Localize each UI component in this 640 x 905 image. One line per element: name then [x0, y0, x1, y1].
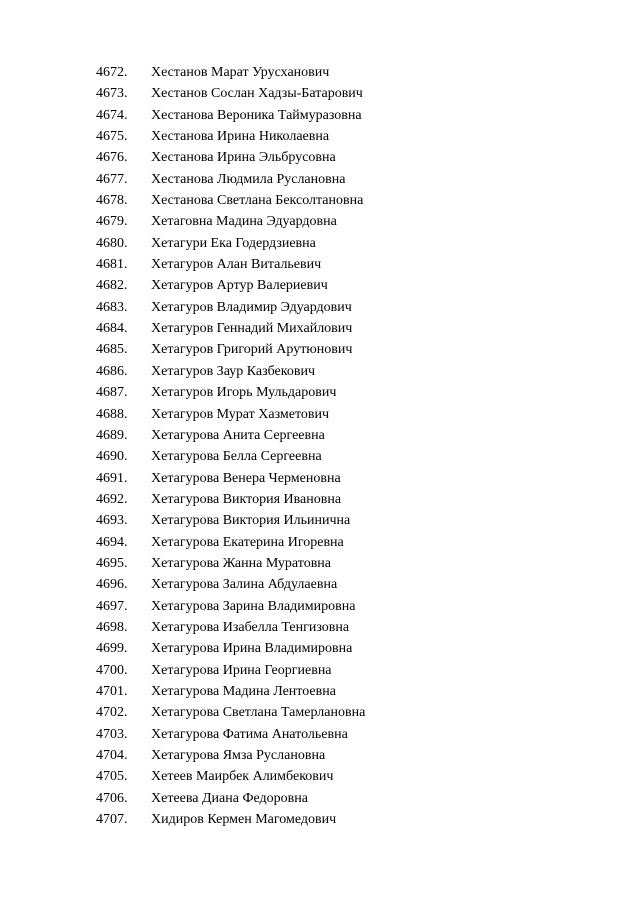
entry-number: 4682. — [96, 278, 128, 294]
entry-number: 4689. — [96, 427, 128, 443]
list-item — [96, 275, 365, 296]
entry-number: 4707. — [96, 812, 128, 828]
entry-name: Хетагуров Артур Валериевич — [151, 278, 328, 294]
entry-number: 4685. — [96, 342, 128, 358]
entry-name: Хетагурова Екатерина Игоревна — [151, 534, 344, 550]
entry-name: Хестанова Вероника Таймуразовна — [151, 107, 362, 123]
entry-number: 4701. — [96, 683, 128, 699]
entry-name: Хетагурова Светлана Тамерлановна — [151, 705, 366, 721]
entry-number: 4705. — [96, 769, 128, 785]
entry-number: 4697. — [96, 598, 128, 614]
list-item — [96, 404, 365, 425]
list-item — [96, 211, 365, 232]
list-item — [96, 83, 365, 104]
list-item — [96, 254, 365, 275]
entry-number: 4706. — [96, 790, 128, 806]
entry-name: Хетагуров Мурат Хазметович — [151, 406, 330, 422]
entry-number: 4676. — [96, 150, 128, 166]
list-item — [96, 553, 365, 574]
entry-name: Хетагурова Залина Абдулаевна — [151, 577, 338, 593]
entry-number: 4679. — [96, 214, 128, 230]
entry-name: Хетаговна Мадина Эдуардовна — [151, 214, 337, 230]
list-item — [96, 681, 365, 702]
entry-name: Хетагурова Ирина Владимировна — [151, 641, 353, 657]
entry-number: 4673. — [96, 86, 128, 102]
entry-number: 4674. — [96, 107, 128, 123]
list-item — [96, 660, 365, 681]
entry-name: Хестанова Ирина Николаевна — [151, 129, 330, 145]
entry-number: 4693. — [96, 513, 128, 529]
entry-name: Хетагуров Владимир Эдуардович — [151, 299, 352, 315]
entry-name: Хестанова Ирина Эльбрусовна — [151, 150, 336, 166]
entry-number: 4683. — [96, 299, 128, 315]
entry-name: Хетагуров Алан Витальевич — [151, 257, 322, 273]
entry-number: 4684. — [96, 321, 128, 337]
entry-number: 4680. — [96, 235, 128, 251]
entry-name: Хестанова Светлана Бексолтановна — [151, 193, 364, 209]
list-item — [96, 297, 365, 318]
entry-number: 4672. — [96, 65, 128, 80]
entry-number: 4681. — [96, 257, 128, 273]
list-item — [96, 745, 365, 766]
list-item — [96, 169, 365, 190]
list-item — [96, 809, 365, 830]
entry-number: 4691. — [96, 470, 128, 486]
entry-name: Хетагурова Ямза Руслановна — [151, 748, 326, 763]
entry-name: Хидиров Кермен Магомедович — [151, 812, 337, 828]
entry-name: Хетагурова Фатима Анатольевна — [151, 726, 348, 742]
list-item — [96, 105, 365, 126]
entry-name: Хетагури Ека Годердзиевна — [151, 235, 316, 251]
entry-number: 4694. — [96, 534, 128, 550]
list-item — [96, 468, 365, 489]
list-item — [96, 638, 365, 659]
list-item — [96, 318, 365, 339]
entry-name: Хестанов Марат Урусханович — [151, 65, 330, 80]
entry-number: 4690. — [96, 449, 128, 465]
list-item — [96, 147, 365, 168]
entry-number: 4675. — [96, 129, 128, 145]
list-item — [96, 766, 365, 787]
name-list — [96, 62, 365, 830]
list-item — [96, 233, 365, 254]
entry-name: Хетагуров Заур Казбекович — [151, 363, 315, 379]
entry-name: Хетагурова Анита Сергеевна — [151, 427, 325, 443]
list-item — [96, 190, 365, 211]
entry-name: Хестанов Сослан Хадзы-Батарович — [151, 86, 363, 102]
list-item — [96, 446, 365, 467]
list-item — [96, 339, 365, 360]
entry-number: 4677. — [96, 171, 128, 187]
list-item — [96, 702, 365, 723]
entry-number: 4704. — [96, 748, 128, 763]
list-item — [96, 596, 365, 617]
entry-name: Хетагуров Григорий Арутюнович — [151, 342, 353, 358]
list-item — [96, 489, 365, 510]
entry-number: 4698. — [96, 619, 128, 635]
entry-number: 4699. — [96, 641, 128, 657]
entry-name: Хетагурова Венера Черменовна — [151, 470, 341, 486]
list-item — [96, 617, 365, 638]
entry-name: Хетагурова Жанна Муратовна — [151, 555, 332, 571]
entry-number: 4695. — [96, 555, 128, 571]
entry-name: Хетеева Диана Федоровна — [151, 790, 309, 806]
list-item — [96, 510, 365, 531]
list-item — [96, 382, 365, 403]
list-item — [96, 788, 365, 809]
entry-name: Хетагурова Виктория Ивановна — [151, 491, 342, 507]
list-item — [96, 532, 365, 553]
entry-name: Хетагурова Белла Сергеевна — [151, 449, 322, 465]
list-item — [96, 425, 365, 446]
entry-number: 4688. — [96, 406, 128, 422]
entry-name: Хетеев Маирбек Алимбекович — [151, 769, 334, 785]
entry-name: Хетагурова Виктория Ильинична — [151, 513, 351, 529]
entry-number: 4687. — [96, 385, 128, 401]
entry-name: Хетагурова Ирина Георгиевна — [151, 662, 332, 678]
list-item — [96, 62, 365, 83]
entry-number: 4678. — [96, 193, 128, 209]
entry-number: 4686. — [96, 363, 128, 379]
entry-number: 4702. — [96, 705, 128, 721]
list-item — [96, 126, 365, 147]
entry-number: 4692. — [96, 491, 128, 507]
list-item — [96, 574, 365, 595]
entry-name: Хестанова Людмила Руслановна — [151, 171, 346, 187]
entry-number: 4700. — [96, 662, 128, 678]
entry-name: Хетагуров Геннадий Михайлович — [151, 321, 353, 337]
entry-number: 4696. — [96, 577, 128, 593]
entry-name: Хетагурова Зарина Владимировна — [151, 598, 356, 614]
entry-name: Хетагурова Мадина Лентоевна — [151, 683, 336, 699]
entry-number: 4703. — [96, 726, 128, 742]
entry-name: Хетагурова Изабелла Тенгизовна — [151, 619, 350, 635]
entry-name: Хетагуров Игорь Мульдарович — [151, 385, 337, 401]
list-item — [96, 724, 365, 745]
list-item — [96, 361, 365, 382]
